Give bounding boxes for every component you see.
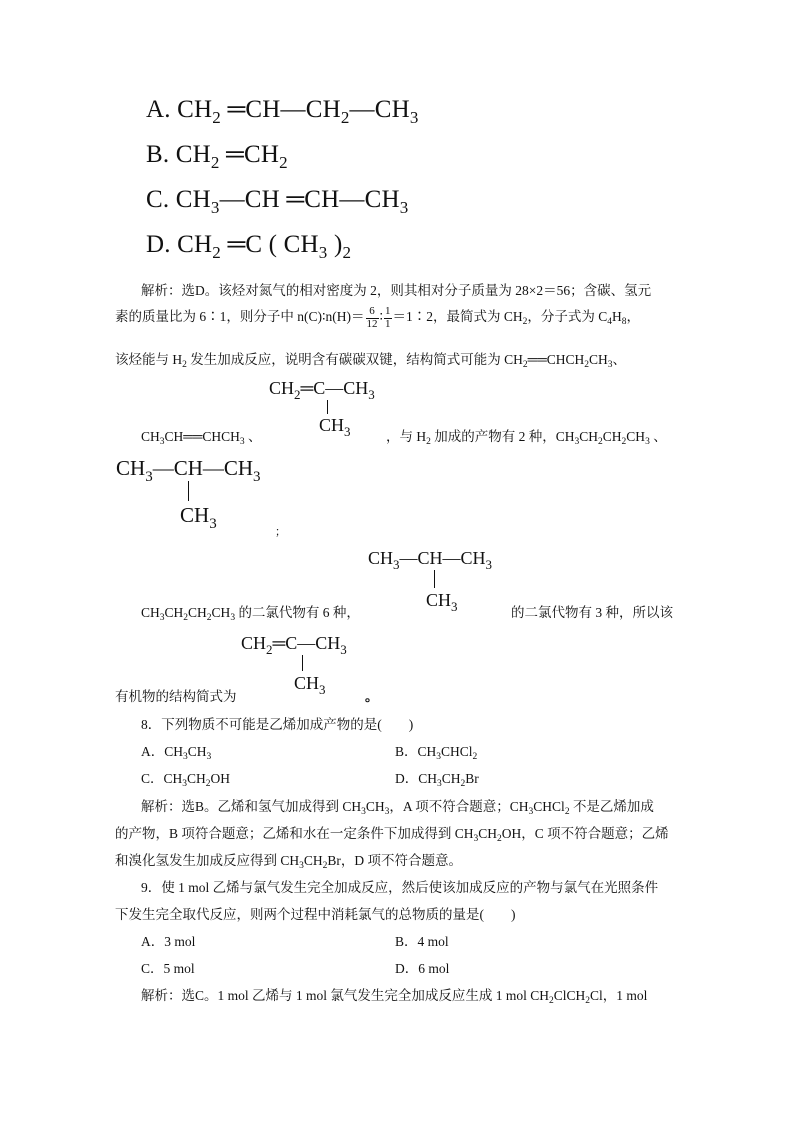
option-b: B. $CH_2$ $═CH_2$ xyxy=(146,141,288,172)
analysis7-line4b: ，与 $H_2$ 加成的产物有 2 种，$CH_3CH_2CH_2CH_3$ 、 xyxy=(386,429,667,447)
q9-option-b: B．4 mol xyxy=(395,934,449,949)
q8-option-b: B．$CH_3CHCl_2$ xyxy=(395,744,478,762)
q9-option-d: D．6 mol xyxy=(395,961,450,976)
q9-stem-line1: 9．使 1 mol 乙烯与氯气发生完全加成反应，然后使该加成反应的产物与氯气在光照条件 xyxy=(141,880,659,895)
structure-isobutene-answer: $CH_2═C—CH_3$ xyxy=(241,633,347,657)
q9-option-c: C．5 mol xyxy=(141,961,195,976)
q8-analysis-line3: 和溴化氢发生加成反应得到 $CH_3CH_2Br$，D 项不符合题意。 xyxy=(115,853,463,871)
structure-isobutane-medium-methyl: $CH_3$ xyxy=(426,590,458,614)
analysis7-line2: 素的质量比为 6∶1，则分子中 n(C)∶n(H)＝ $\frac{6}{12}$ ∶ $\frac{1}{1}$ ＝1∶2，最简式为 $CH_2$，分子式为 $C_4H_8$， xyxy=(115,305,641,330)
structure-isobutane-large-methyl: $CH_3$ xyxy=(180,503,217,532)
q9-analysis-line1: 解析：选C。1 mol 乙烯与 1 mol 氯气发生完全加成反应生成 1 mol $CH_2ClCH_2Cl$，1 mol xyxy=(141,988,648,1006)
option-a: A. $CH_2$ $═CH—CH_2—CH_3$ xyxy=(146,96,419,127)
fraction-6-12: $\frac{6}{12}$ xyxy=(366,305,378,330)
analysis7-line3: 该烃能与 $H_2$ 发生加成反应，说明含有碳碳双键，结构简式可能为 $CH_2══CHCH_2CH_3$、 xyxy=(115,352,627,370)
q8-stem: 8．下列物质不可能是乙烯加成产物的是( ) xyxy=(141,717,414,732)
bond-line xyxy=(434,570,435,588)
analysis7-line1: 解析：选D。该烃对氮气的相对密度为 2，则其相对分子质量为 28×2＝56；含碳、氢元 xyxy=(141,283,652,298)
q8-analysis-line2: 的产物，B 项符合题意；乙烯和水在一定条件下加成得到 $CH_3CH_2OH$，C 项不符合题意；乙烯 xyxy=(115,826,669,844)
semicolon: ； xyxy=(275,526,286,538)
option-c: C. $CH_3—CH$ $═CH—CH_3$ xyxy=(146,186,409,217)
q8-option-d: D．$CH_3CH_2Br$ xyxy=(395,771,479,789)
structure-isobutene-1: $CH_2═C—CH_3$ xyxy=(269,378,375,402)
q8-analysis-line1: 解析：选B。乙烯和氢气加成得到 $CH_3CH_3$，A 项不符合题意；$CH_3CHCl_2$ 不是乙烯加成 xyxy=(141,799,654,817)
analysis7-line4a: $CH_3CH══CHCH_3$ 、 xyxy=(141,429,262,447)
bond-line xyxy=(188,481,189,501)
analysis7-line6b: 。 xyxy=(365,689,379,704)
analysis7-line5a: $CH_3CH_2CH_2CH_3$ 的二氯代物有 6 种， xyxy=(141,605,360,623)
analysis7-line5b: 的二氯代物有 3 种，所以该 xyxy=(511,605,673,620)
structure-isobutane-medium: $CH_3—CH—CH_3$ xyxy=(368,548,493,572)
structure-isobutene-answer-methyl: $CH_3$ xyxy=(294,673,326,697)
fraction-1-1: $\frac{1}{1}$ xyxy=(385,305,391,330)
option-d: D. $CH_2$ ═C ( $CH_3$ )$_2$ xyxy=(146,231,352,262)
q8-option-c: C．$CH_3CH_2OH$ xyxy=(141,771,231,789)
structure-isobutane-large: $CH_3—CH—CH_3$ xyxy=(116,456,261,485)
q8-option-a: A．$CH_3CH_3$ xyxy=(141,744,212,762)
q9-stem-line2: 下发生完全取代反应，则两个过程中消耗氯气的总物质的量是( ) xyxy=(115,907,516,922)
structure-isobutene-1-methyl: $CH_3$ xyxy=(319,415,351,439)
q9-option-a: A．3 mol xyxy=(141,934,196,949)
analysis7-line6a: 有机物的结构简式为 xyxy=(115,689,237,704)
bond-line xyxy=(302,655,303,671)
bond-line xyxy=(327,400,328,414)
